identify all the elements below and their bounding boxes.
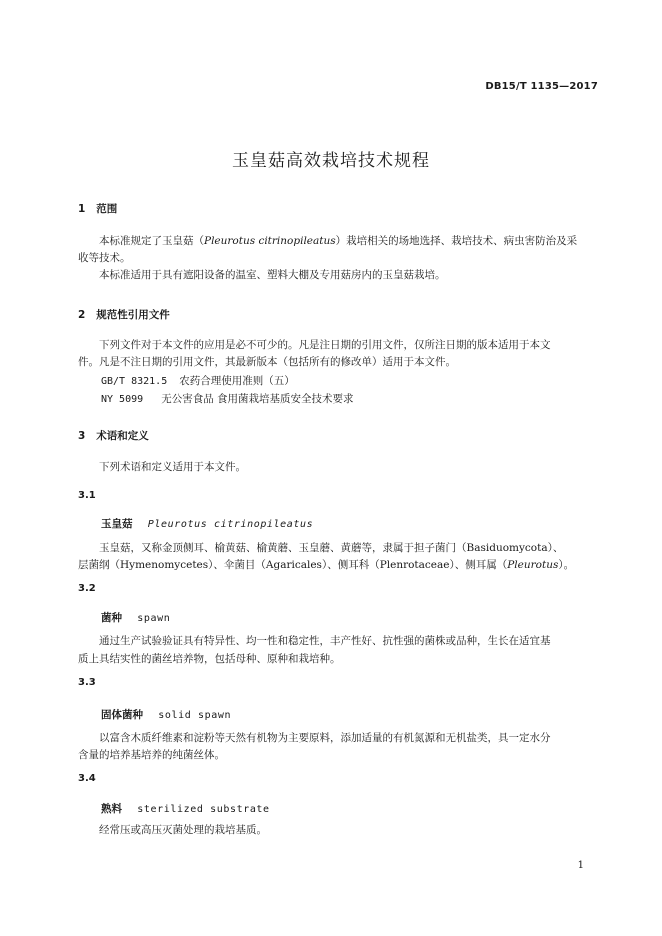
section-3-intro: 下列术语和定义适用于本文件。 xyxy=(99,461,246,473)
section-2-heading xyxy=(78,307,170,322)
section-number: 3 xyxy=(78,430,86,442)
page-number: 1 xyxy=(577,860,584,871)
term-definition-line-1: 以富含木质纤维素和淀粉等天然有机物为主要原料，添加适量的有机氮源和无机盐类，具一定水分 xyxy=(99,732,551,744)
term-number: 3.3 xyxy=(78,677,96,688)
reference-code: GB/T 8321.5 xyxy=(101,376,168,387)
term-definition-line-1: 玉皇菇，又称金顶侧耳、榆黄菇、榆黄蘑、玉皇蘑、黄蘑等，隶属于担子菌门（Basiduomycota）、 xyxy=(99,542,564,554)
section-1-heading xyxy=(78,201,117,216)
term-english: Pleurotus citrinopileatus xyxy=(147,519,314,530)
section-2-para-line-1: 下列文件对于本文件的应用是必不可少的。凡是注日期的引用文件，仅所注日期的版本适用于本文 xyxy=(99,339,551,351)
section-number: 1 xyxy=(78,203,86,215)
term-definition-line-1: 通过生产试验验证具有特异性、均一性和稳定性，丰产性好、抗性强的菌株或品种，生长在适宜基 xyxy=(99,635,551,647)
term-heading xyxy=(101,797,270,816)
term-definition-line-2: 含量的培养基培养的纯菌丝体。 xyxy=(78,749,225,761)
reference-name: 无公害食品 食用菌栽培基质安全技术要求 xyxy=(161,393,354,405)
section-1-para-1-line-1: 本标准规定了玉皇菇（Pleurotus citrinopileatus）栽培相关的场地选择、栽培技术、病虫害防治及采 xyxy=(99,235,578,247)
section-number: 2 xyxy=(78,309,86,321)
section-title: 术语和定义 xyxy=(96,430,149,442)
term-english: sterilized substrate xyxy=(137,804,270,815)
reference-item xyxy=(101,373,295,388)
reference-name: 农药合理使用准则（五） xyxy=(179,375,295,387)
term-definition-line-2: 层菌纲（Hymenomycetes）、伞菌目（Agaricales）、侧耳科（Plenrotaceae）、侧耳属（Pleurotus）。 xyxy=(78,559,575,571)
term-definition-line-1: 经常压或高压灭菌处理的栽培基质。 xyxy=(99,824,267,836)
term-heading xyxy=(101,512,313,531)
term-english: solid spawn xyxy=(158,710,232,721)
section-1-para-1-line-2: 收等技术。 xyxy=(78,252,131,264)
latin-name: Pleurotus citrinopileatus xyxy=(204,235,336,247)
section-title: 规范性引用文件 xyxy=(96,309,170,321)
term-chinese: 玉皇菇 xyxy=(101,518,133,530)
section-3-heading xyxy=(78,428,149,443)
term-heading xyxy=(101,606,170,625)
reference-item xyxy=(101,391,354,406)
reference-code: NY 5099 xyxy=(101,394,144,405)
section-title: 范围 xyxy=(96,203,118,215)
term-chinese: 菌种 xyxy=(101,612,122,624)
term-number: 3.2 xyxy=(78,583,96,594)
term-number: 3.4 xyxy=(78,773,96,784)
section-2-para-line-2: 件。凡是不注日期的引用文件，其最新版本（包括所有的修改单）适用于本文件。 xyxy=(78,356,456,368)
section-1-para-2: 本标准适用于具有遮阳设备的温室、塑料大棚及专用菇房内的玉皇菇栽培。 xyxy=(99,269,446,281)
page-title: 玉皇菇高效栽培技术规程 xyxy=(232,151,430,171)
latin-name: Pleurotus xyxy=(507,559,559,571)
term-number: 3.1 xyxy=(78,490,96,501)
term-definition-line-2: 质上具结实性的菌丝培养物，包括母种、原种和栽培种。 xyxy=(78,653,341,665)
term-english: spawn xyxy=(137,613,171,624)
term-chinese: 固体菌种 xyxy=(101,709,143,721)
term-heading xyxy=(101,703,231,722)
standard-number: DB15/T 1135—2017 xyxy=(485,81,598,92)
term-chinese: 熟料 xyxy=(101,803,122,815)
